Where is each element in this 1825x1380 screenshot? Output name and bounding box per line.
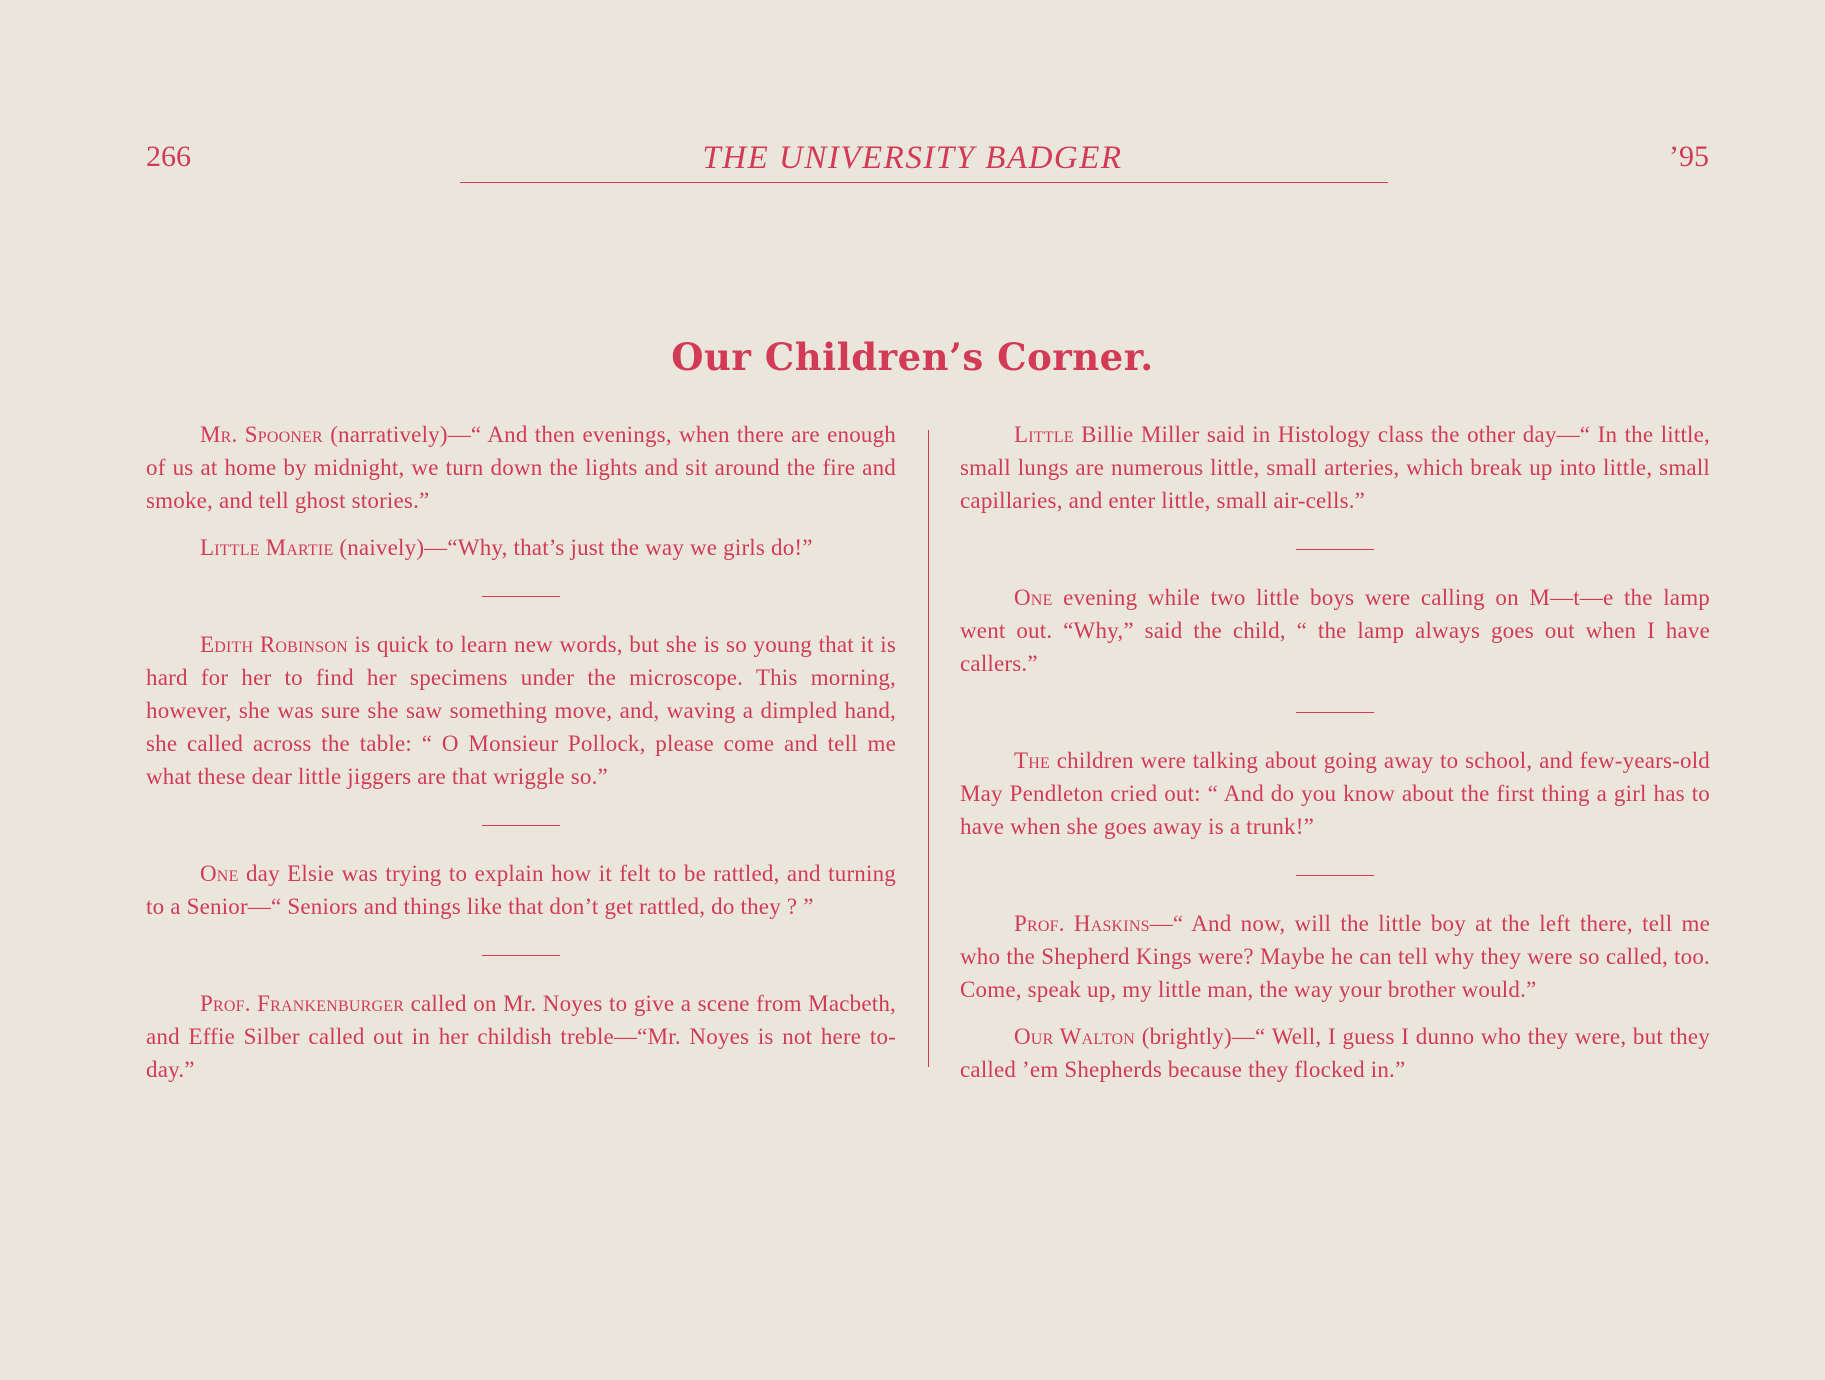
item-text: evening while two little boys were calling on M—t—e the lamp went out. “Why,” said the child, “ the lamp always goes out when I have callers.” (960, 585, 1710, 676)
item-lead: Little (1014, 422, 1074, 447)
page-header (0, 140, 1825, 190)
left-column (146, 418, 896, 1086)
item-spooner (146, 418, 896, 517)
item-text: (naively)—“Why, that’s just the way we girls do!” (333, 535, 813, 560)
item-lead: Little Martie (200, 535, 334, 560)
item-lead: Prof. Haskins (1014, 911, 1150, 936)
right-column (960, 418, 1710, 1086)
item-text: (brightly)—“ Well, I guess I dunno who they were, but they called ’em Shepherds because they flocked in.” (960, 1024, 1710, 1082)
year-mark: ’95 (1669, 140, 1709, 173)
item-elsie (146, 857, 896, 923)
item-text: called on Mr. Noyes to give a scene from Macbeth, and Effie Silber called out in her childish treble—“Mr. Noyes is not here to-day.” (146, 991, 897, 1082)
separator-rule (1296, 712, 1374, 713)
item-haskins (960, 907, 1710, 1006)
running-title: THE UNIVERSITY BADGER (702, 140, 1123, 176)
item-walton (960, 1020, 1710, 1086)
page-number: 266 (146, 140, 191, 173)
item-robinson (146, 628, 896, 793)
item-text: children were talking about going away to school, and few-years-old May Pendleton cried out: “ And do you know about the first thing a girl has to have when she goes away is a trunk!” (960, 748, 1710, 839)
item-lead: The (1014, 748, 1050, 773)
section-title: Our Children’s Corner. (671, 335, 1154, 379)
item-lead: One (1014, 585, 1053, 610)
item-lead: Mr. Spooner (200, 422, 323, 447)
separator-rule (482, 596, 560, 597)
column-divider (928, 430, 929, 1067)
item-lead: One (200, 861, 239, 886)
item-text: Billie Miller said in Histology class the other day—“ In the little, small lungs are numerous little, small arteries, which break up into little, small capillaries, and enter little, small air-cells.” (960, 422, 1710, 513)
item-text: (narratively)—“ And then evenings, when there are enough of us at home by midnight, we turn down the lights and sit around the fire and smoke, and tell ghost stories.” (146, 422, 896, 513)
separator-rule (1296, 549, 1374, 550)
separator-rule (482, 955, 560, 956)
item-martie (146, 531, 896, 564)
item-text: —“ And now, will the little boy at the left there, tell me who the Shepherd Kings were? Maybe he can tell why they were so called, too. Come, speak up, my little man, the way your brother would.” (960, 911, 1710, 1002)
item-lead: Our Walton (1014, 1024, 1136, 1049)
item-frankenburger (146, 987, 896, 1086)
header-rule (460, 182, 1388, 183)
separator-rule (482, 825, 560, 826)
item-lamp (960, 581, 1710, 680)
item-text: day Elsie was trying to explain how it felt to be rattled, and turning to a Senior—“ Seniors and things like that don’t get rattled, do they ? ” (146, 861, 896, 919)
item-lead: Prof. Frankenburger (200, 991, 405, 1016)
item-text: is quick to learn new words, but she is so young that it is hard for her to find her specimens under the microscope. This morning, however, she was sure she saw something move, and, waving a dimpled hand, she called across the table: “ O Monsieur Pollock, please come and tell me what these dear little jiggers are that wriggle so.” (146, 632, 896, 789)
item-billie (960, 418, 1710, 517)
item-pendleton (960, 744, 1710, 843)
separator-rule (1296, 875, 1374, 876)
item-lead: Edith Robinson (200, 632, 348, 657)
